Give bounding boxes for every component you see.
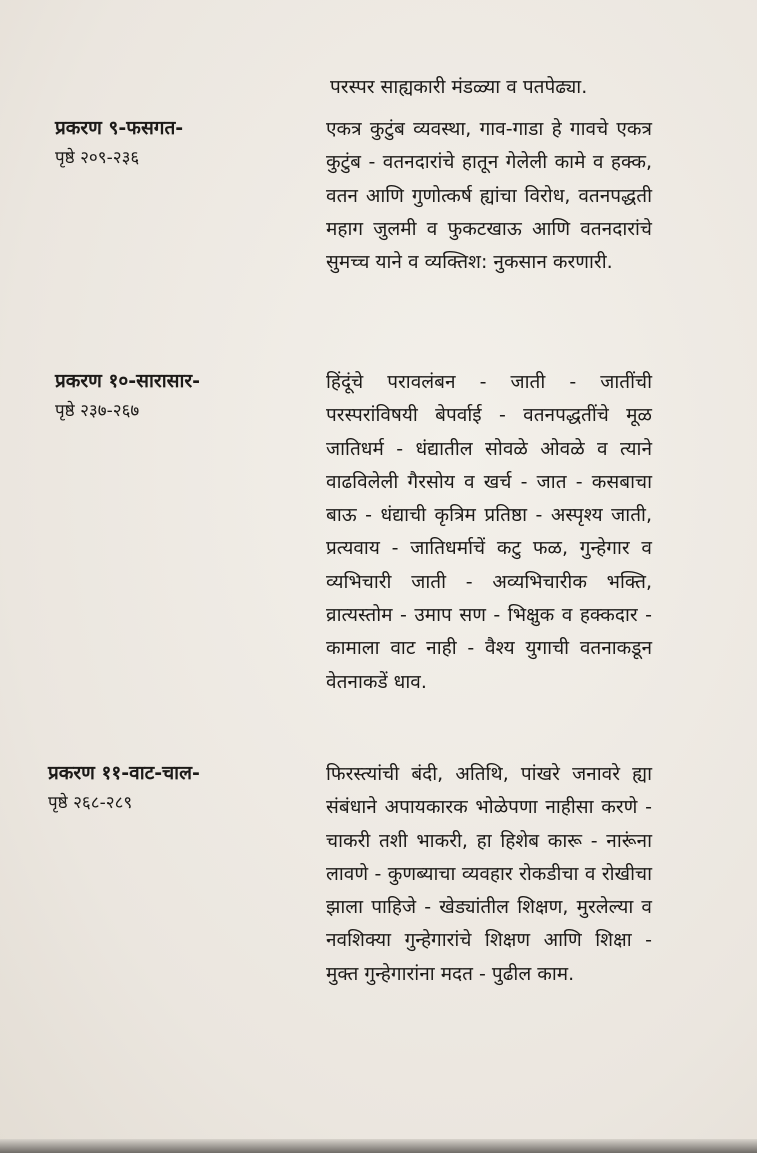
page-bottom-edge: [0, 1139, 757, 1153]
chapter-description: एकत्र कुटुंब व्यवस्था, गाव-गाडा हे गावचे एकत्र कुटुंब - वतनदारांचे हातून गेलेली कामे व हक्क, वतन आणि गुणोत्कर्ष ह्यांचा विरोध, वतनपद्धती महाग जुलमी व फुकटखाऊ आणि वतनदारांचे सुमच्च याने व व्यक्तिश: नुकसान करणारी.: [326, 118, 652, 274]
chapter-title: प्रकरण ९-फसगत-: [55, 117, 184, 139]
continued-text-line: परस्पर साह्यकारी मंडळ्या व पतपेढ्या.: [330, 76, 588, 98]
chapter-description: फिरस्त्यांची बंदी, अतिथि, पांखरे जनावरे ह्या संबंधाने अपायकारक भोळेपणा नाहीसा करणे - चाकरी तशी भाकरी, हा हिशेब कारू - नारूंना लावणे - कुणब्याचा व्यवहार रोकडीचा व रोखीचा झाला पाहिजे - खेड्यांतील शिक्षण, मुरलेल्या व नवशिक्या गुन्हेगारांचे शिक्षण आणि शिक्षा - मुक्त गुन्हेगारांना मदत - पुढील काम.: [326, 763, 652, 985]
chapter-page-range: पृष्ठे २६८-२८९: [48, 793, 133, 813]
chapter-title: प्रकरण ११-वाट-चाल-: [48, 762, 200, 784]
chapter-page-range: पृष्ठे २०९-२३६: [55, 148, 140, 168]
chapter-page-range: पृष्ठे २३७-२६७: [55, 401, 140, 421]
chapter-heading: [48, 758, 298, 818]
chapter-description: हिंदूंचे परावलंबन - जाती - जातींची परस्परांविषयी बेपर्वाई - वतनपद्धतींचे मूळ जातिधर्म - धंद्यातील सोवळे ओवळे व त्याने वाढविलेली गैरसोय व खर्च - जात - कसबाचा बाऊ - धंद्याची कृत्रिम प्रतिष्ठा - अस्पृश्य जाती, प्रत्यवाय - जातिधर्माचें कटु फळ, गुन्हेगार व व्यभिचारी जाती - अव्यभिचारीक भक्ति, व्रात्यस्तोम - उमाप सण - भिक्षुक व हक्कदार - कामाला वाट नाही - वैश्य युगाची वतनाकडून वेतनाकडें धाव.: [326, 371, 652, 693]
chapter-heading: [55, 113, 305, 173]
chapter-heading: [55, 366, 305, 426]
chapter-title: प्रकरण १०-सारासार-: [55, 370, 201, 392]
